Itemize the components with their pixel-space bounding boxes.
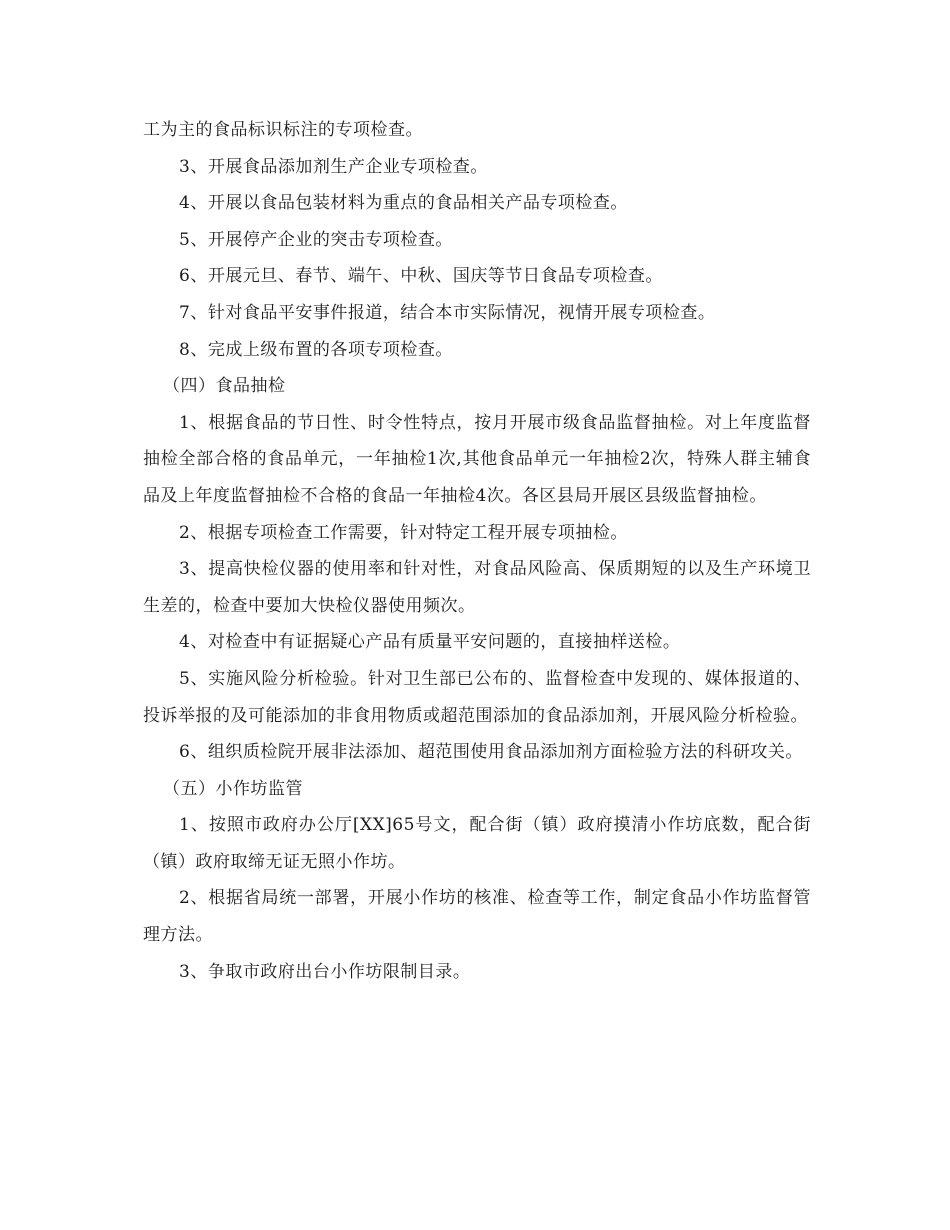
list-item-6-holiday-food-inspection: 6、开展元旦、春节、端午、中秋、国庆等节日食品专项检查。 [179, 266, 663, 287]
list-item-3-rapid-test-instruments: 3、提高快检仪器的使用率和针对性，对食品风险高、保质期短的以及生产环境卫生差的，检查中要加大快检仪器使用频次。 [143, 559, 811, 616]
list-item-2-special-sampling: 2、根据专项检查工作需要，针对特定工程开展专项抽检。 [179, 522, 628, 543]
list-item-3-food-additive-inspection: 3、开展食品添加剂生产企业专项检查。 [179, 156, 488, 177]
document-body [143, 112, 811, 990]
list-item-8-superior-assigned-inspection: 8、完成上级布置的各项专项检查。 [179, 339, 453, 360]
list-item-2-workshop-approval: 2、根据省局统一部署，开展小作坊的核准、检查等工作，制定食品小作坊监督管理方法。 [143, 888, 811, 946]
continuation-paragraph: 工为主的食品标识标注的专项检查。 [143, 120, 423, 140]
list-item-5-risk-analysis: 5、实施风险分析检验。针对卫生部已公布的、监督检查中发现的、媒体报道的、投诉举报的及可能添加的非食用物质或超范围添加的食品添加剂，开展风险分析检验。 [143, 668, 811, 726]
list-item-3-workshop-catalog: 3、争取市政府出台小作坊限制目录。 [179, 961, 471, 982]
list-item-4-direct-sampling: 4、对检查中有证据疑心产品有质量平安问题的，直接抽样送检。 [179, 632, 681, 653]
list-item-4-packaging-inspection: 4、开展以食品包装材料为重点的食品相关产品专项检查。 [179, 193, 628, 214]
list-item-7-incident-inspection: 7、针对食品平安事件报道，结合本市实际情况，视情开展专项检查。 [179, 302, 716, 323]
list-item-5-suspended-enterprise-inspection: 5、开展停产企业的突击专项检查。 [179, 229, 453, 250]
list-item-1-monthly-sampling: 1、根据食品的节日性、时令性特点，按月开展市级食品监督抽检。对上年度监督抽检全部合格的食品单元，一年抽检1次,其他食品单元一年抽检2次，特殊人群主辅食品及上年度监督抽检不合格的食品一年抽检4次。各区县局开展区县级监督抽检。 [143, 412, 811, 506]
list-item-1-workshop-survey: 1、按照市政府办公厅[XX]65号文，配合街（镇）政府摸清小作坊底数，配合街（镇）政府取缔无证无照小作坊。 [143, 815, 811, 872]
list-item-6-research: 6、组织质检院开展非法添加、超范围使用食品添加剂方面检验方法的科研攻关。 [179, 742, 803, 763]
section-heading-workshop-supervision: （五）小作坊监管 [163, 778, 303, 799]
section-heading-food-sampling: （四）食品抽检 [163, 376, 286, 397]
